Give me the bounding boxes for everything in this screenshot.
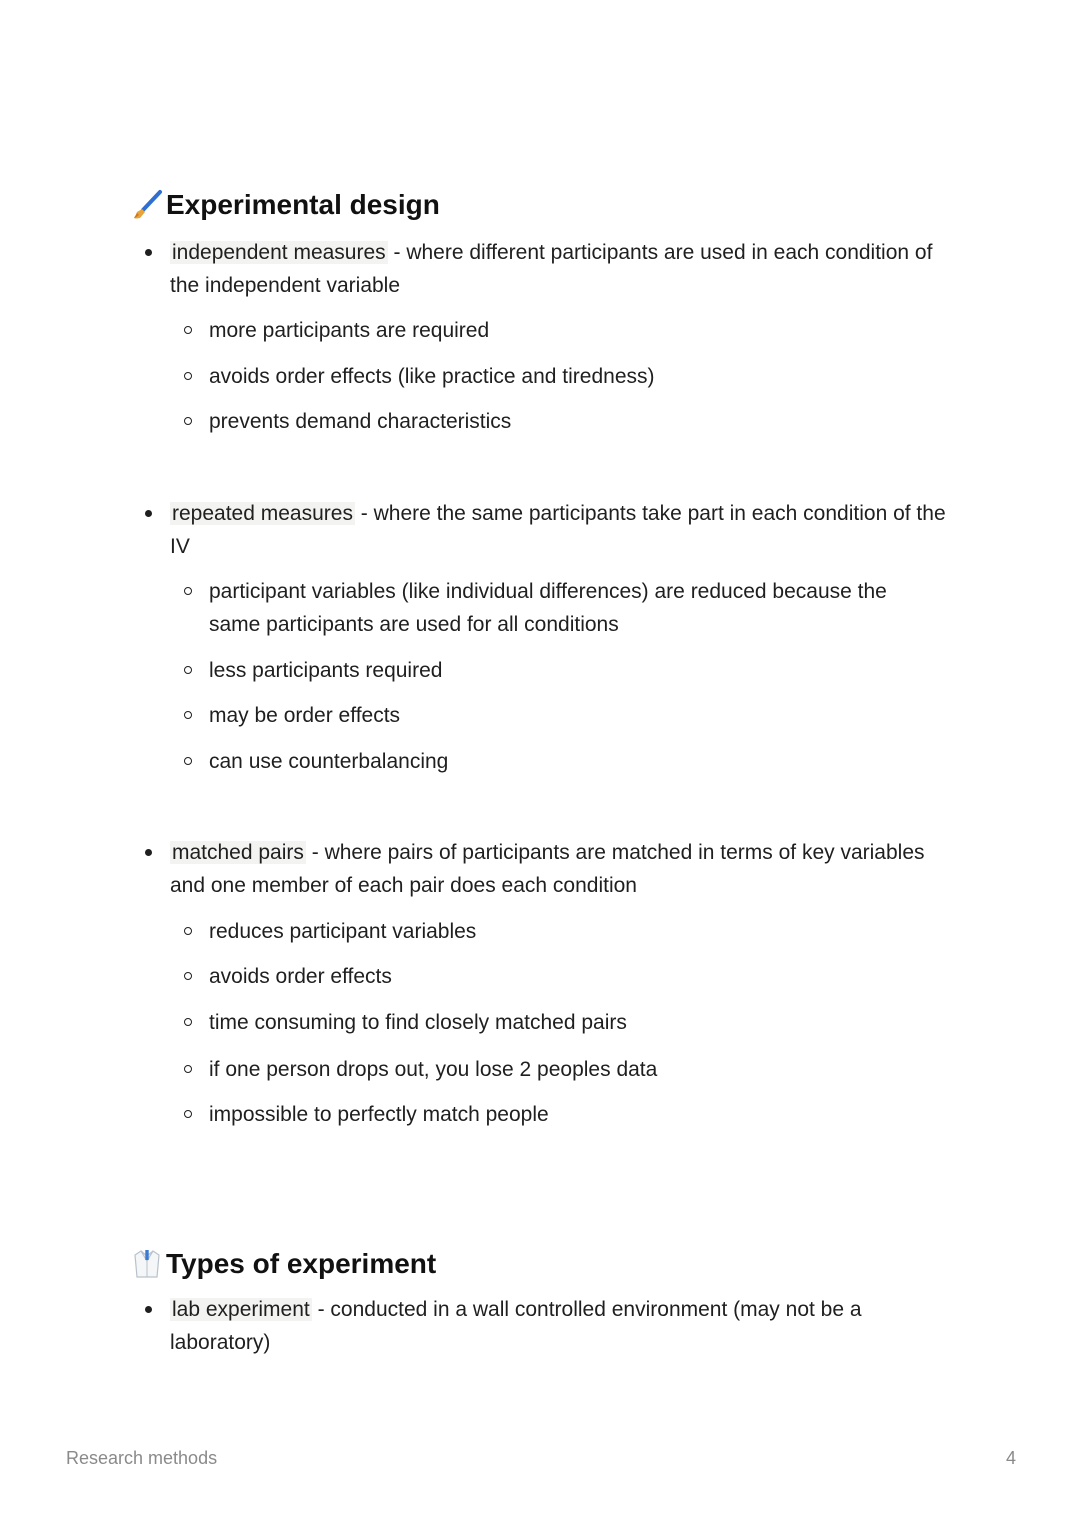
sub-bullet [184, 587, 192, 595]
sub-item-text: reduces participant variables [209, 920, 477, 943]
definition-text: - conducted in a wall controlled environment (may not be a laboratory) [170, 1298, 862, 1354]
definition-text: - where different participants are used in each condition of the independent variable [170, 241, 933, 297]
bullet [145, 849, 152, 856]
sub-bullet [184, 927, 192, 935]
sub-item [209, 1006, 969, 1039]
sub-item [209, 915, 969, 948]
page-number: 4 [1005, 1448, 1016, 1468]
list-item-lab-experiment [170, 1293, 910, 1359]
definition-text: - where the same participants take part in each condition of the IV [170, 502, 946, 558]
sub-item [209, 745, 969, 778]
sub-item [209, 575, 929, 641]
bullet [145, 1306, 152, 1313]
term-highlight: independent measures [172, 241, 386, 264]
paintbrush-icon [130, 188, 164, 222]
sub-bullet [184, 666, 192, 674]
sub-item-text: impossible to perfectly match people [209, 1103, 549, 1126]
sub-item-text: if one person drops out, you lose 2 peoples data [209, 1058, 658, 1081]
section-title: Types of experiment [166, 1248, 437, 1279]
sub-item [209, 654, 969, 687]
sub-item-text: may be order effects [209, 704, 401, 727]
sub-item [209, 360, 969, 393]
section-title: Experimental design [166, 189, 440, 220]
sub-item [209, 960, 969, 993]
list-item-matched-pairs [170, 836, 960, 902]
sub-item-text: avoids order effects [209, 965, 392, 988]
sub-item [209, 1098, 969, 1131]
section-heading-types-of-experiment [130, 1247, 436, 1281]
sub-bullet [184, 417, 192, 425]
sub-bullet [184, 972, 192, 980]
list-item-independent-measures [170, 236, 960, 302]
sub-item [209, 314, 969, 347]
bullet [145, 510, 152, 517]
sub-item-text: can use counterbalancing [209, 750, 449, 773]
term-highlight: lab experiment [172, 1298, 310, 1321]
lab-coat-icon [130, 1247, 164, 1281]
bullet [145, 249, 152, 256]
definition-text: - where pairs of participants are matched in terms of key variables and one member of each pair does each condition [170, 841, 925, 897]
section-heading-experimental-design [130, 188, 440, 222]
sub-bullet [184, 372, 192, 380]
sub-bullet [184, 326, 192, 334]
sub-bullet [184, 1018, 192, 1026]
sub-bullet [184, 757, 192, 765]
sub-bullet [184, 1065, 192, 1073]
sub-item [209, 1053, 969, 1086]
term-highlight: matched pairs [172, 841, 304, 864]
sub-bullet [184, 711, 192, 719]
sub-item [209, 699, 969, 732]
sub-item-text: participant variables (like individual differences) are reduced because the same participants are used for all conditions [209, 580, 887, 636]
sub-item-text: prevents demand characteristics [209, 410, 512, 433]
sub-item-text: more participants are required [209, 319, 490, 342]
footer-document-title: Research methods [66, 1448, 218, 1468]
sub-item-text: avoids order effects (like practice and tiredness) [209, 365, 655, 388]
sub-item-text: less participants required [209, 659, 443, 682]
sub-item [209, 405, 969, 438]
term-highlight: repeated measures [172, 502, 353, 525]
sub-bullet [184, 1110, 192, 1118]
list-item-repeated-measures [170, 497, 960, 563]
sub-item-text: time consuming to find closely matched pairs [209, 1011, 627, 1034]
